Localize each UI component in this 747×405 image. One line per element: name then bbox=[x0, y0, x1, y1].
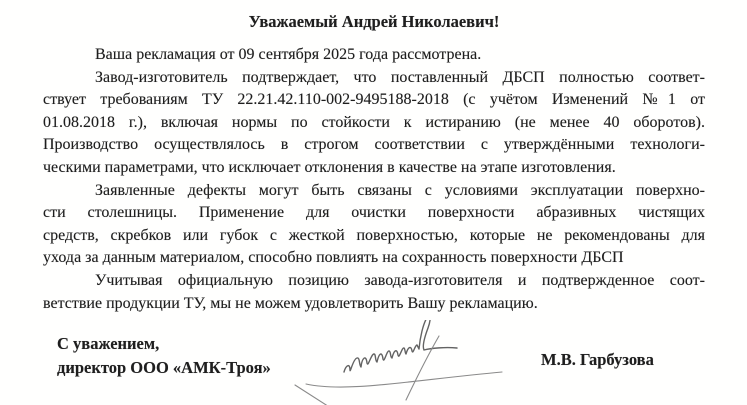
letter-line: Заявленные дефекты могут быть связаны с условиями эксплуатации поверхно- bbox=[95, 181, 705, 199]
letter-line: Ваша рекламация от 09 сентября 2025 года рассмотрена. bbox=[95, 46, 482, 63]
letter-line: Завод-изготовитель подтверждает, что поставленный ДБСП полностью соответ- bbox=[95, 68, 705, 86]
letter-line: Производство осуществлялось в строгом соответствии с утверждёнными технологи- bbox=[43, 136, 705, 154]
closing-block bbox=[57, 332, 271, 379]
handwritten-signature-ink bbox=[278, 320, 508, 405]
letter-line: ческими параметрами, что исключает отклонения в качестве на этапе изготовления. bbox=[43, 158, 616, 176]
letter-line: ствует требованиям ТУ 22.21.42.110-002-9495188-2018 (с учётом Изменений №1 от bbox=[43, 91, 705, 109]
letter-line: сти столешницы. Применение для очистки поверхности абразивных чистящих bbox=[43, 204, 705, 222]
letter-line: Учитывая официальную позицию завода-изготовителя и подтвержденное соот- bbox=[95, 271, 705, 289]
salutation: Уважаемый Андрей Николаевич! bbox=[248, 12, 500, 31]
signatory-title: директор ООО «АМК-Троя» bbox=[57, 357, 271, 377]
closing-regards: С уважением, bbox=[57, 334, 160, 353]
letter-line: средств, скребков или губок с жесткой поверхностью, которые не рекомендованы для bbox=[43, 226, 705, 244]
letter-line: ухода за данным материалом, способно повлиять на сохранность поверхности ДБСП bbox=[43, 249, 624, 267]
letter-line: ветствие продукции ТУ, мы не можем удовлетворить Вашу рекламацию. bbox=[43, 294, 538, 312]
letter-line: 01.08.2018 г.), включая нормы по стойкости к истиранию (не менее 40 оборотов). bbox=[43, 113, 705, 131]
letter-body bbox=[43, 44, 705, 315]
signatory-name: М.В. Гарбузова bbox=[541, 350, 654, 369]
